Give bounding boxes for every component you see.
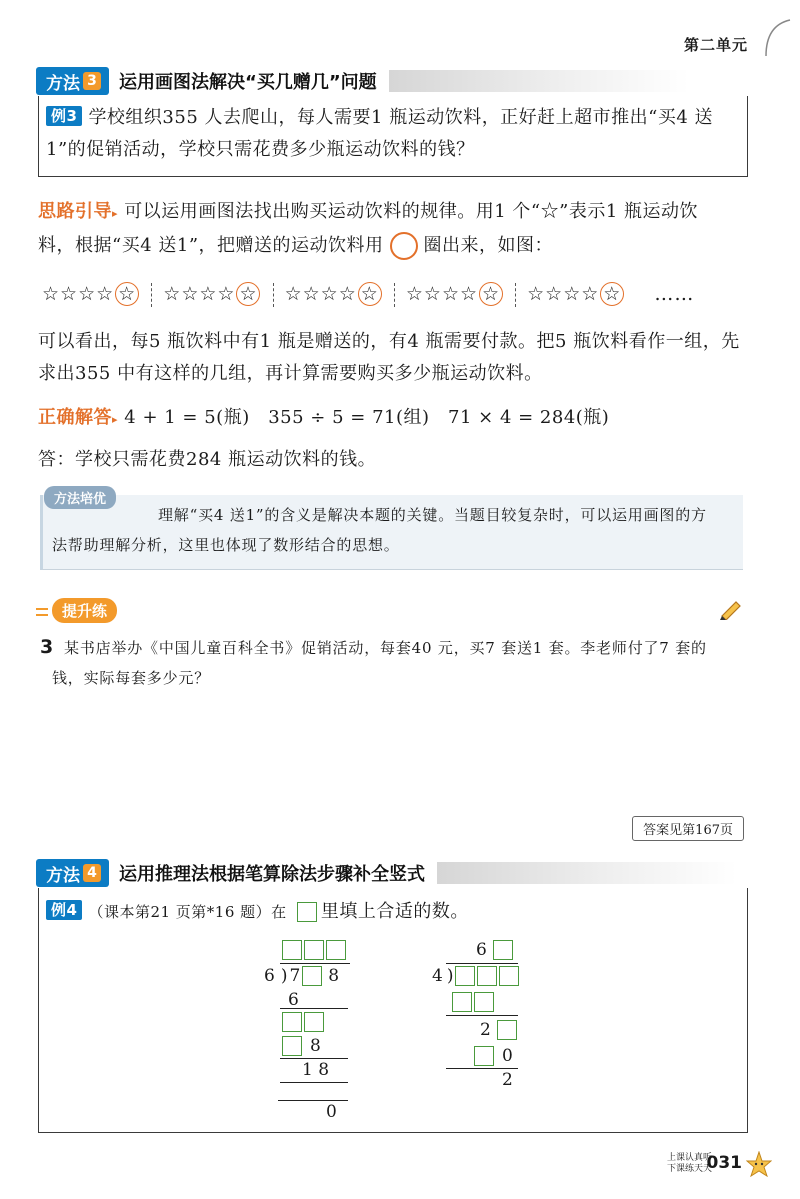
group-divider <box>151 283 152 307</box>
method3-tag: 方法 3 <box>36 67 109 95</box>
star-diagram <box>42 282 694 307</box>
method3-number: 3 <box>83 72 101 90</box>
star-group-3: ☆☆☆☆ ☆ <box>285 283 390 305</box>
blank-box[interactable] <box>477 966 497 986</box>
star-group-4: ☆☆☆☆ ☆ <box>406 283 511 305</box>
gift-star-icon: ☆ <box>600 282 624 306</box>
explanation-paragraph: 可以看出，每5 瓶饮料中有1 瓶是赠送的，有4 瓶需要付款。把5 瓶饮料看作一组，先 求出355 中有这样的几组，再计算需要购买多少瓶运动饮料。 <box>38 331 740 384</box>
division-bar <box>280 963 350 964</box>
method3-header <box>36 66 689 96</box>
quotient-row <box>282 940 346 960</box>
method4-number: 4 <box>83 864 101 882</box>
star-group-2: ☆☆☆☆ ☆ <box>163 283 268 305</box>
blank-box[interactable] <box>326 940 346 960</box>
circle-marker-icon <box>390 232 418 260</box>
practice-number: 3 <box>40 636 55 658</box>
star-group-5: ☆☆☆☆ ☆ <box>527 283 632 305</box>
method3-title: 运用画图法解决“买几赠几”问题 <box>119 72 377 93</box>
blank-box[interactable] <box>282 1036 302 1056</box>
blank-box[interactable] <box>474 992 494 1012</box>
tip-label: 方法培优 <box>44 486 116 509</box>
subtract-line <box>280 1082 348 1083</box>
star-group-1: ☆☆☆☆ ☆ <box>42 283 147 305</box>
answer-label: 正确解答 <box>38 407 112 428</box>
gift-star-icon: ☆ <box>115 282 139 306</box>
header-fade-decoration <box>389 70 689 92</box>
dividend-row: 4 ) <box>432 966 519 986</box>
blank-box-icon <box>297 902 317 922</box>
division-bar <box>446 963 518 964</box>
practice-decoration <box>36 608 48 616</box>
pencil-icon <box>718 598 744 620</box>
gift-star-icon: ☆ <box>358 282 382 306</box>
method4-tag: 方法 4 <box>36 859 109 887</box>
example4-tag: 例4 <box>46 900 82 920</box>
method4-header <box>36 858 737 888</box>
example4-text: 例4 （课本第21 页第*16 题）在 里填上合适的数。 <box>46 896 736 928</box>
page-number: 031 <box>706 1153 742 1173</box>
practice-question: 3 某书店举办《中国儿童百科全书》促销活动，每套40 元，买7 套送1 套。李老师付了7 套的 钱，实际每套多少元？ <box>40 636 707 687</box>
header-fade-decoration <box>437 862 737 884</box>
hint-label: 思路引导 <box>38 201 112 222</box>
blank-box[interactable] <box>493 940 513 960</box>
answer-text: 答：学校只需花费284 瓶运动饮料的钱。 <box>38 449 377 470</box>
blank-box[interactable] <box>304 940 324 960</box>
group-divider <box>273 283 274 307</box>
group-divider <box>515 283 516 307</box>
subtract-line <box>446 1015 518 1016</box>
subtract-line <box>278 1100 348 1101</box>
blank-box[interactable] <box>302 966 322 986</box>
subtract-line <box>446 1068 518 1069</box>
answer-reference: 答案见第167页 <box>632 816 744 841</box>
gift-star-icon: ☆ <box>479 282 503 306</box>
star-mascot-icon <box>746 1151 772 1177</box>
blank-box[interactable] <box>455 966 475 986</box>
blank-box[interactable] <box>304 1012 324 1032</box>
hint-paragraph: 思路引导▸ 可以运用画图法找出购买运动饮料的规律。用1 个“☆”表示1 瓶运动饮 料，根据“买4 送1”，把赠送的运动饮料用 圈出来，如图： <box>38 196 750 262</box>
subtract-line <box>280 1058 348 1059</box>
practice-label: 提升练 <box>52 598 117 623</box>
quotient-row: 6 <box>476 940 513 960</box>
gift-star-icon: ☆ <box>236 282 260 306</box>
example3-text: 例3 学校组织355 人去爬山，每人需要1 瓶运动饮料，正好赶上超市推出“买4 送 1”的促销活动，学校只需花费多少瓶运动饮料的钱？ <box>46 107 714 160</box>
footer-slogan: 上课认真听 下课练天天 <box>666 1153 712 1174</box>
blank-box[interactable] <box>282 940 302 960</box>
blank-box[interactable] <box>497 1020 517 1040</box>
blank-box[interactable] <box>474 1046 494 1066</box>
blank-box[interactable] <box>452 992 472 1012</box>
ellipsis: …… <box>654 283 695 305</box>
dividend-row: 6 ) 7 8 <box>264 966 340 986</box>
page-corner-curl-icon <box>762 18 792 58</box>
unit-label: 第二单元 <box>683 36 748 54</box>
tip-text: 理解“买4 送1”的含义是解决本题的关键。当题目较复杂时，可以运用画图的方 法帮助理解分析，这里也体现了数形结合的思想。 <box>52 506 707 554</box>
subtract-line <box>280 1008 348 1009</box>
group-divider <box>394 283 395 307</box>
answer-calculation: 4 + 1 = 5(瓶) 355 ÷ 5 = 71(组) 71 × 4 = 284(瓶) <box>124 407 610 428</box>
method4-title: 运用推理法根据笔算除法步骤补全竖式 <box>119 864 425 885</box>
blank-box[interactable] <box>499 966 519 986</box>
example3-tag: 例3 <box>46 106 82 126</box>
blank-box[interactable] <box>282 1012 302 1032</box>
answer-block: 正确解答▸ 4 + 1 = 5(瓶) 355 ÷ 5 = 71(组) 71 × 4 = 284(瓶) 答：学校只需花费284 瓶运动饮料的钱。 <box>38 402 750 476</box>
